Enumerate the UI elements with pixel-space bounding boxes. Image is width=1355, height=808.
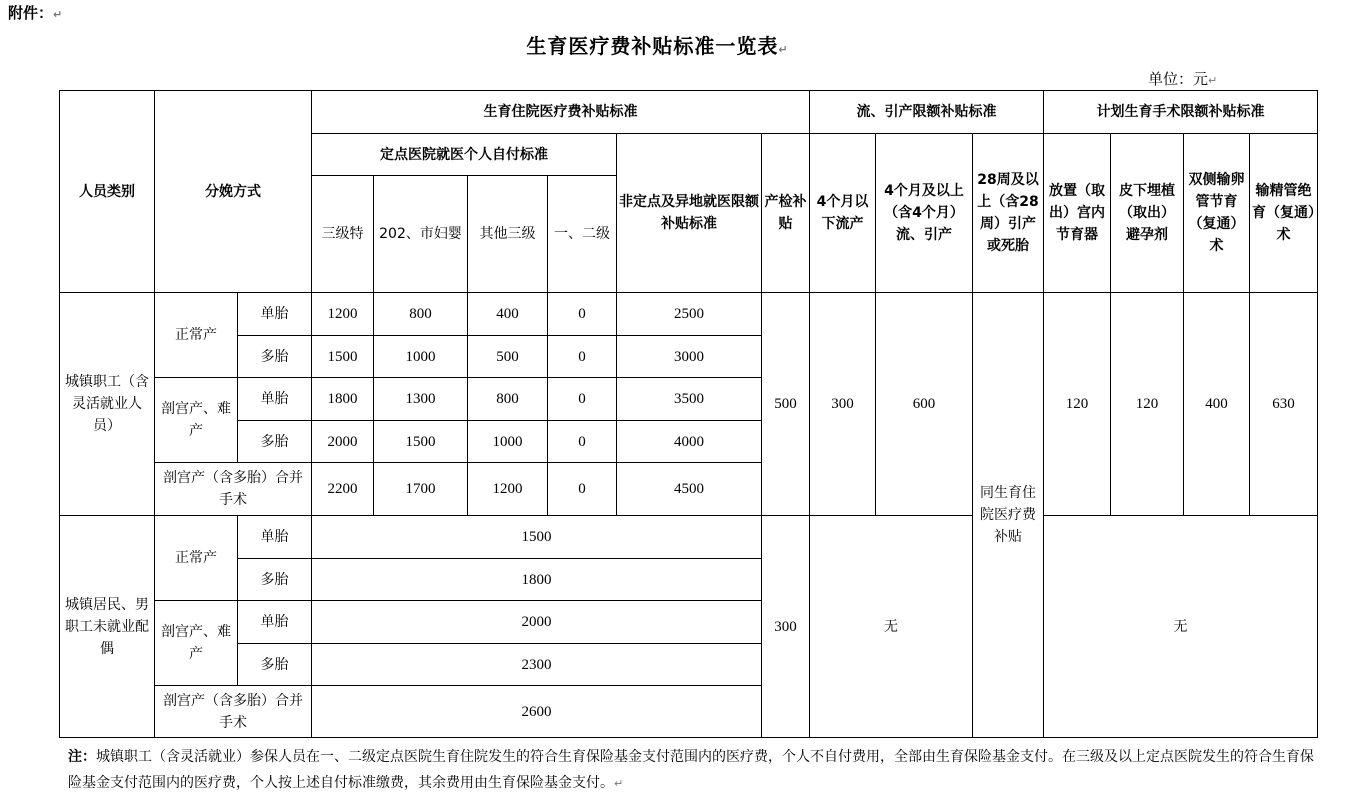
method-multiple: 多胎 <box>238 559 312 601</box>
group-residents: 城镇居民、男职工未就业配偶 <box>60 516 155 738</box>
group-employees: 城镇职工（含灵活就业人员） <box>60 293 155 516</box>
table-cell: 1200 <box>312 293 374 336</box>
footnote: 注：城镇职工（含灵活就业）参保人员在一、二级定点医院生育住院发生的符合生育保险基金支付范围内的医疗费，个人不自付费用，全部由生育保险基金支付。在三级及以上定点医院发生的符合生育保险基金支付范围内的医疗费，个人按上述自付标准缴费，其余费用由生育保险基金支付。↵ <box>68 749 1314 791</box>
header-hospital-202: 202、市妇婴 <box>374 176 468 293</box>
header-implant: 皮下埋植（取出）避孕剂 <box>1111 134 1184 293</box>
table-cell: 2600 <box>312 686 762 738</box>
table-cell: 1000 <box>374 336 468 378</box>
header-tubal: 双侧输卵管节育（复通）术 <box>1184 134 1250 293</box>
table-cell: 1500 <box>312 336 374 378</box>
employee-tubal: 400 <box>1184 293 1250 516</box>
method-multiple: 多胎 <box>238 644 312 686</box>
method-multiple: 多胎 <box>238 336 312 378</box>
table-cell: 500 <box>468 336 548 378</box>
resident-prenatal: 300 <box>762 516 810 738</box>
method-multiple: 多胎 <box>238 421 312 463</box>
method-single: 单胎 <box>238 293 312 336</box>
table-cell: 0 <box>548 336 617 378</box>
table-cell: 0 <box>548 378 617 421</box>
header-family-planning-group: 计划生育手术限额补贴标准 <box>1044 91 1318 134</box>
subsidy-table <box>59 90 1318 738</box>
table-cell: 4500 <box>617 463 762 516</box>
table-cell: 2000 <box>312 601 762 644</box>
method-single: 单胎 <box>238 378 312 421</box>
note-text: 城镇职工（含灵活就业）参保人员在一、二级定点医院生育住院发生的符合生育保险基金支付范围内的医疗费，个人不自付费用，全部由生育保险基金支付。在三级及以上定点医院发生的符合生育保险基金支付范围内的医疗费，个人按上述自付标准缴费，其余费用由生育保险基金支付。 <box>68 749 1314 791</box>
table-cell: 800 <box>374 293 468 336</box>
table-cell: 2500 <box>617 293 762 336</box>
header-delivery-method: 分娩方式 <box>155 91 312 293</box>
header-prenatal: 产检补贴 <box>762 134 810 293</box>
method-normal: 正常产 <box>155 293 238 378</box>
employee-implant: 120 <box>1111 293 1184 516</box>
method-cesarean-multi-surgery: 剖宫产（含多胎）合并手术 <box>155 463 312 516</box>
table-cell: 1200 <box>468 463 548 516</box>
header-designated-selfpay: 定点医院就医个人自付标准 <box>312 134 617 176</box>
note-prefix: 注： <box>68 749 96 765</box>
method-single: 单胎 <box>238 516 312 559</box>
employee-under4: 300 <box>810 293 876 516</box>
table-cell: 2000 <box>312 421 374 463</box>
method-cesarean: 剖宫产、难产 <box>155 378 238 463</box>
header-over-28-weeks: 28周及以上（含28周）引产或死胎 <box>973 134 1044 293</box>
table-cell: 3000 <box>617 336 762 378</box>
table-cell: 0 <box>548 463 617 516</box>
employee-vasectomy: 630 <box>1250 293 1318 516</box>
header-person-type: 人员类别 <box>60 91 155 293</box>
header-iud: 放置（取出）宫内节育器 <box>1044 134 1111 293</box>
header-hospital-group: 生育住院医疗费补贴标准 <box>312 91 810 134</box>
table-cell: 4000 <box>617 421 762 463</box>
same-as-hospital: 同生育住院医疗费补贴 <box>973 293 1044 738</box>
table-cell: 2300 <box>312 644 762 686</box>
table-cell: 800 <box>468 378 548 421</box>
employee-iud: 120 <box>1044 293 1111 516</box>
page-title: 生育医疗费补贴标准一览表↵ <box>526 34 789 58</box>
method-normal: 正常产 <box>155 516 238 601</box>
table-cell: 400 <box>468 293 548 336</box>
header-under-4-months: 4个月以下流产 <box>810 134 876 293</box>
header-other-level3: 其他三级 <box>468 176 548 293</box>
employee-over4: 600 <box>876 293 973 516</box>
attachment-label: 附件：↵ <box>8 4 63 22</box>
header-abortion-group: 流、引产限额补贴标准 <box>810 91 1044 134</box>
header-non-designated: 非定点及异地就医限额补贴标准 <box>617 134 762 293</box>
table-cell: 1800 <box>312 559 762 601</box>
header-level12: 一、二级 <box>548 176 617 293</box>
table-cell: 2200 <box>312 463 374 516</box>
table-cell: 1000 <box>468 421 548 463</box>
table-cell: 0 <box>548 293 617 336</box>
table-cell: 1800 <box>312 378 374 421</box>
table-cell: 1500 <box>312 516 762 559</box>
employee-prenatal: 500 <box>762 293 810 516</box>
method-cesarean: 剖宫产、难产 <box>155 601 238 686</box>
method-cesarean-multi-surgery: 剖宫产（含多胎）合并手术 <box>155 686 312 738</box>
header-vasectomy: 输精管绝育（复通）术 <box>1250 134 1318 293</box>
header-over-4-months: 4个月及以上（含4个月）流、引产 <box>876 134 973 293</box>
resident-abortion-none: 无 <box>810 516 973 738</box>
table-cell: 1700 <box>374 463 468 516</box>
header-level3-special: 三级特 <box>312 176 374 293</box>
table-cell: 1500 <box>374 421 468 463</box>
table-cell: 0 <box>548 421 617 463</box>
method-single: 单胎 <box>238 601 312 644</box>
unit-label: 单位：元↵ <box>1148 70 1218 88</box>
table-cell: 3500 <box>617 378 762 421</box>
resident-family-planning-none: 无 <box>1044 516 1318 738</box>
table-cell: 1300 <box>374 378 468 421</box>
